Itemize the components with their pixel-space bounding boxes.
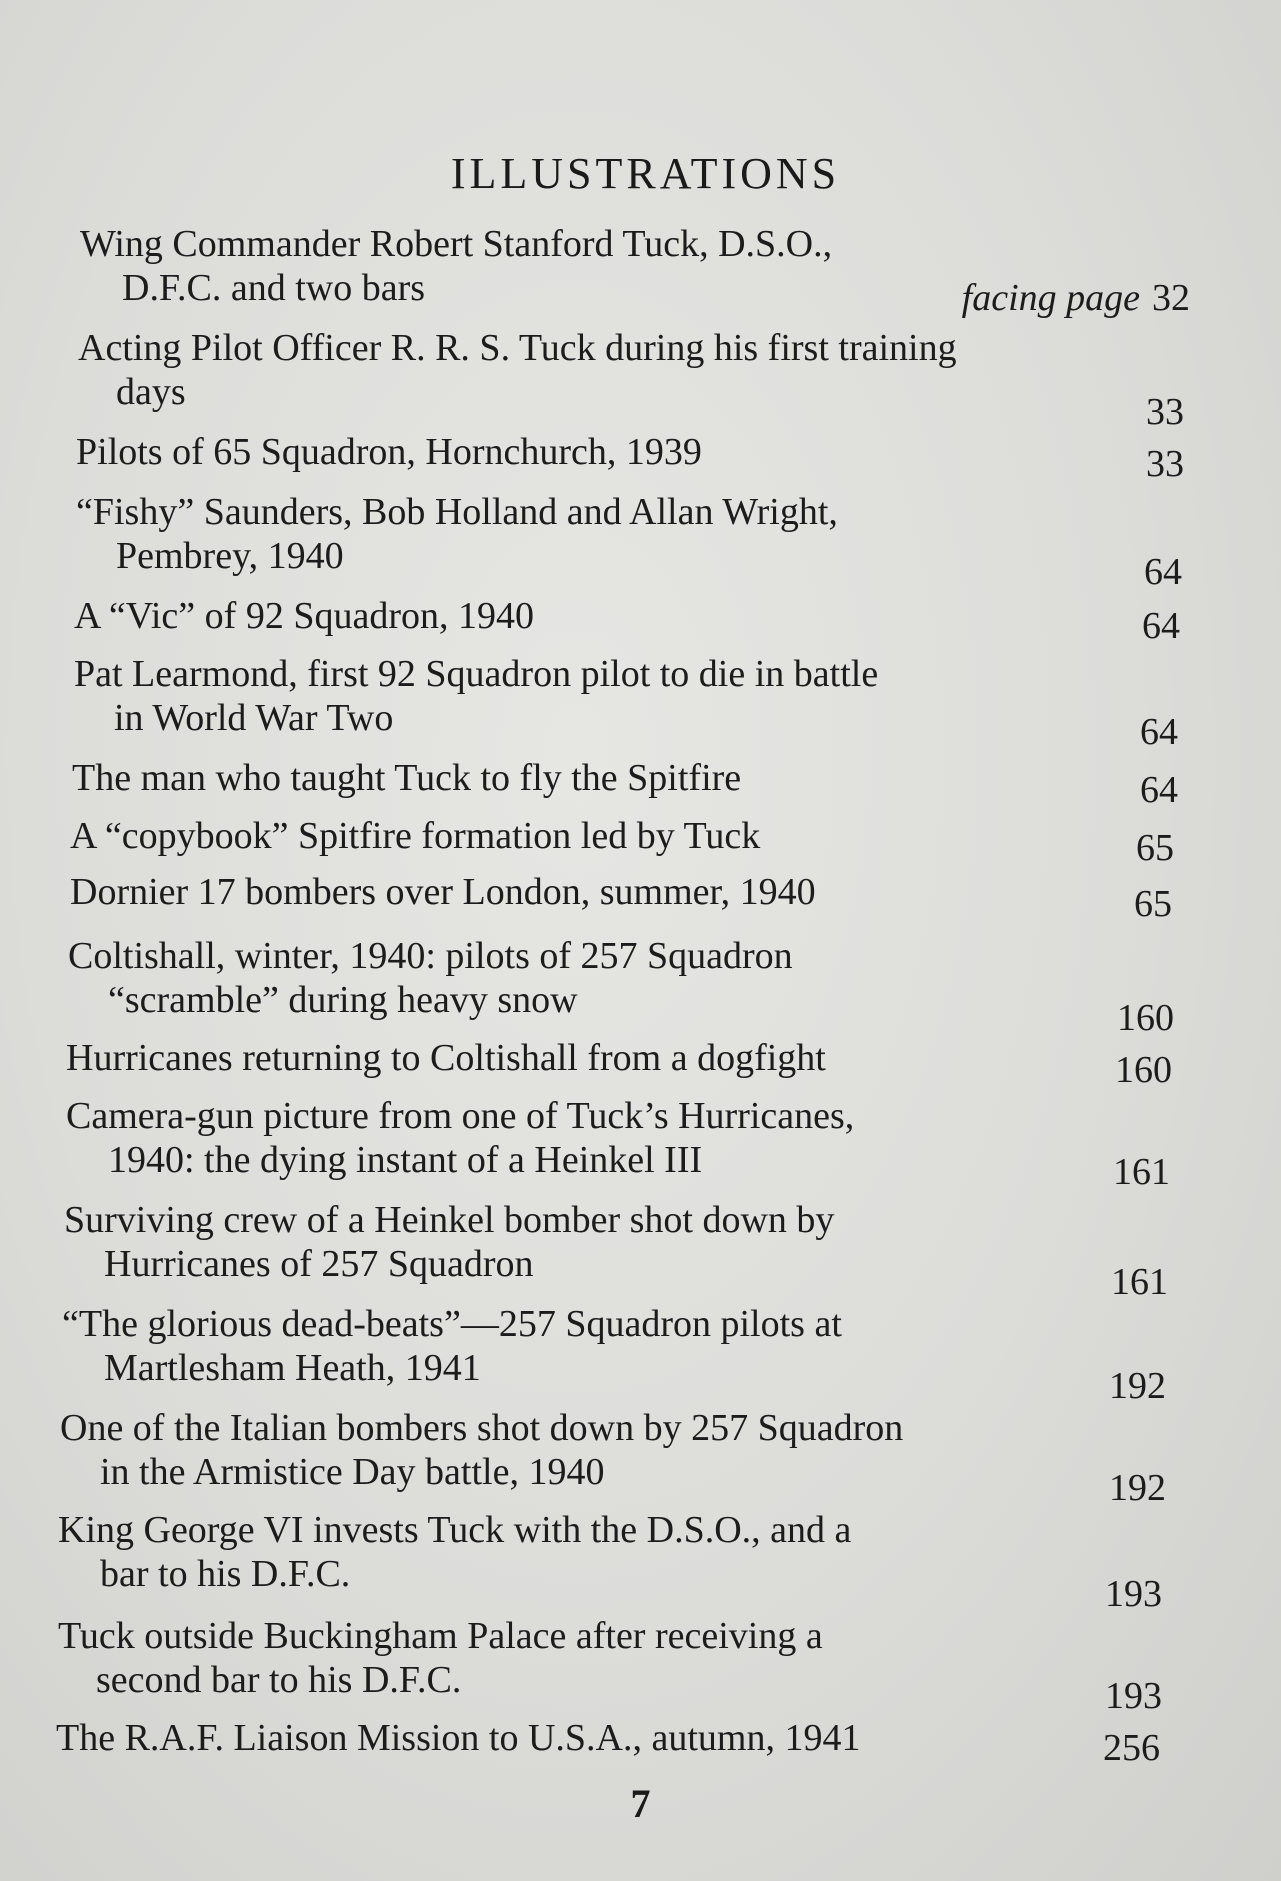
entry-title: Camera-gun picture from one of Tuck’s Hurricanes, <box>66 1095 855 1137</box>
entry-title-continued: 1940: the dying instant of a Heinkel III <box>108 1139 703 1181</box>
entry-page-number: 65 <box>1134 883 1172 925</box>
entry-title: The man who taught Tuck to fly the Spitfire <box>72 757 742 799</box>
entry-page-number: 160 <box>1115 1049 1172 1091</box>
entry-title-continued: bar to his D.F.C. <box>100 1553 351 1595</box>
entry-page-number: 256 <box>1103 1727 1160 1769</box>
entry-title: Surviving crew of a Heinkel bomber shot down by <box>64 1199 835 1241</box>
entry-title-continued: in the Armistice Day battle, 1940 <box>100 1451 605 1493</box>
entry-title: “The glorious dead-beats”—257 Squadron pilots at <box>62 1303 842 1345</box>
entry-title: One of the Italian bombers shot down by 257 Squadron <box>60 1407 904 1449</box>
entry-title: Acting Pilot Officer R. R. S. Tuck during his first training <box>78 327 957 369</box>
entry-title-continued: in World War Two <box>114 697 394 739</box>
entry-title: King George VI invests Tuck with the D.S.O., and a <box>58 1509 852 1551</box>
entry-page-number: 161 <box>1111 1261 1168 1303</box>
entry-page-number: 64 <box>1140 711 1178 753</box>
entry-page-number: 193 <box>1105 1573 1162 1615</box>
entry-page-number: 192 <box>1109 1467 1166 1509</box>
entry-page-number: 65 <box>1136 827 1174 869</box>
entry-title: Hurricanes returning to Coltishall from a dogfight <box>66 1037 826 1079</box>
entry-title-continued: Hurricanes of 257 Squadron <box>104 1243 534 1285</box>
entry-title-continued: days <box>116 371 186 413</box>
entry-title-continued: D.F.C. and two bars <box>122 267 426 309</box>
entry-title: Dornier 17 bombers over London, summer, 1940 <box>70 871 816 913</box>
entry-page-number: 192 <box>1109 1365 1166 1407</box>
entry-title-continued: second bar to his D.F.C. <box>96 1659 462 1701</box>
entry-title-continued: Martlesham Heath, 1941 <box>104 1347 481 1389</box>
entry-page-number: 64 <box>1144 551 1182 593</box>
entry-title: Tuck outside Buckingham Palace after receiving a <box>58 1615 823 1657</box>
entry-page-number: 33 <box>1146 443 1184 485</box>
entry-title: Wing Commander Robert Stanford Tuck, D.S.O., <box>80 223 833 265</box>
entry-title-continued: “scramble” during heavy snow <box>108 979 578 1021</box>
page-folio-number: 7 <box>630 1781 651 1826</box>
entry-page-number: 193 <box>1105 1675 1162 1717</box>
entry-title: A “Vic” of 92 Squadron, 1940 <box>74 595 534 637</box>
entry-title: A “copybook” Spitfire formation led by Tuck <box>70 815 761 857</box>
entry-title: Pat Learmond, first 92 Squadron pilot to die in battle <box>74 653 879 695</box>
entry-page-number: 64 <box>1142 605 1180 647</box>
entry-page-number: 161 <box>1113 1151 1170 1193</box>
facing-page-label: facing page <box>961 277 1140 319</box>
entry-page-number: 32 <box>1152 277 1190 319</box>
entry-title-continued: Pembrey, 1940 <box>116 535 344 577</box>
entry-title: Coltishall, winter, 1940: pilots of 257 Squadron <box>68 935 793 977</box>
entry-page-number: 33 <box>1146 391 1184 433</box>
entry-title: Pilots of 65 Squadron, Hornchurch, 1939 <box>76 431 702 473</box>
entry-title: The R.A.F. Liaison Mission to U.S.A., autumn, 1941 <box>56 1717 861 1759</box>
entry-title: “Fishy” Saunders, Bob Holland and Allan Wright, <box>76 491 838 533</box>
entry-page-number: 160 <box>1117 997 1174 1039</box>
entry-page-number: 64 <box>1140 769 1178 811</box>
page-heading: ILLUSTRATIONS <box>450 149 841 198</box>
